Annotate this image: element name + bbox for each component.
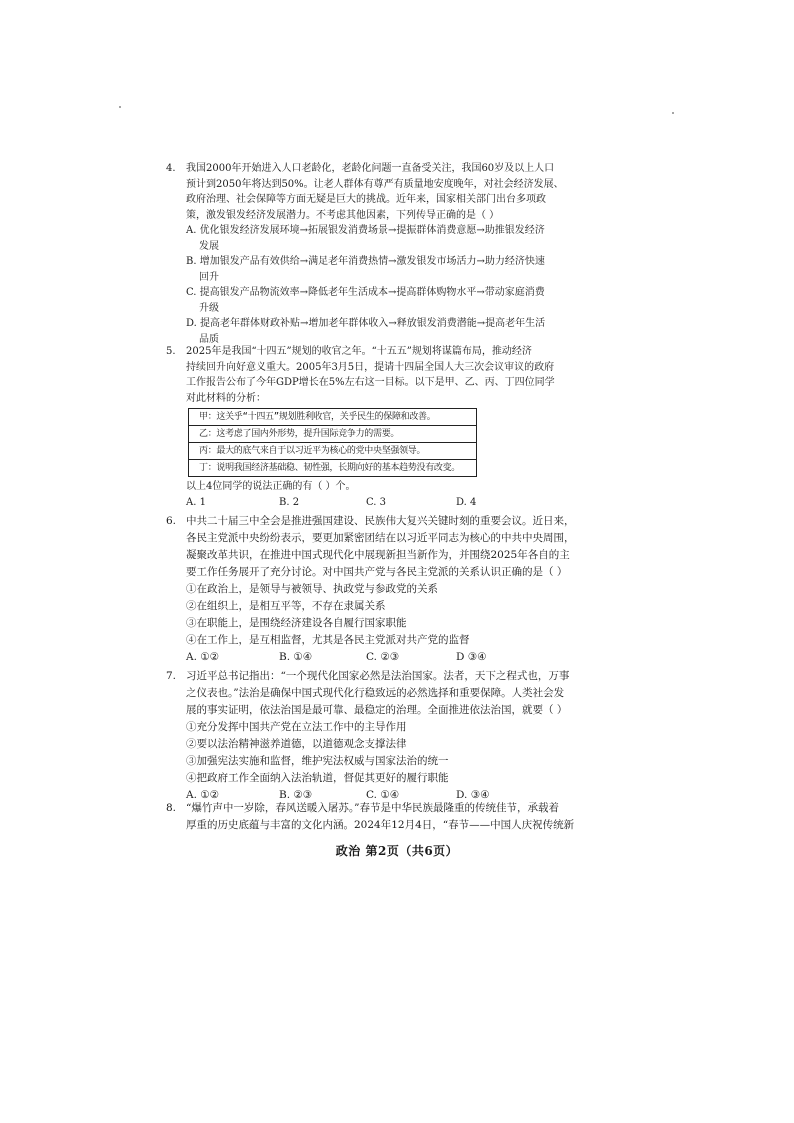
option-b-continued: 回升 (199, 271, 219, 283)
question-text-line: 习近平总书记指出：“一个现代化国家必然是法治国家。法者，天下之程式也，万事 (186, 670, 570, 682)
choice-c[interactable]: C. ①④ (366, 789, 400, 801)
choice-b[interactable]: B. ②③ (279, 789, 313, 801)
question-text-line: 之仪表也。”法治是确保中国式现代化行稳致远的必然选择和重要保障。人类社会发 (186, 687, 565, 699)
question-prompt: 以上4位同学的说法正确的有（ ）个。 (186, 481, 356, 492)
choice-a[interactable]: A. 1 (186, 496, 206, 508)
question-8-block (166, 800, 646, 834)
choice-a[interactable]: A. ①② (186, 789, 220, 801)
option-c-continued: 升级 (199, 302, 219, 314)
option-a-continued: 发展 (199, 240, 219, 252)
choice-d[interactable]: D. 4 (456, 496, 477, 508)
question-text-line: “爆竹声中一岁除，春风送暖入屠苏。”春节是中华民族最隆重的传统佳节，承载着 (186, 802, 559, 814)
question-number: 6. (166, 515, 177, 527)
question-number: 4. (166, 163, 176, 174)
choice-c[interactable]: C. 3 (366, 496, 387, 508)
student-analysis-table (188, 408, 477, 477)
question-5 (166, 344, 646, 510)
choice-c[interactable]: C. ②③ (366, 651, 400, 663)
statement-1: ①在政治上，是领导与被领导、执政党与参政党的关系 (186, 583, 438, 595)
choice-row (186, 649, 646, 666)
question-number: 5. (166, 346, 176, 357)
choice-b[interactable]: B. 2 (279, 496, 300, 508)
question-text-line: 要工作任务展开了充分讨论。对中国共产党与各民主党派的关系认识正确的是（ ） (186, 566, 568, 578)
statement-3: ③在职能上，是围绕经济建设各自履行国家职能 (186, 617, 407, 629)
question-text-line: 2025年是我国“十四五”规划的收官之年。“十五五”规划将谋篇布局，推动经济 (186, 346, 532, 357)
statement-2: ②要以法治精神滋养道德，以道德观念支撑法律 (186, 738, 407, 750)
question-number: 7. (166, 670, 177, 682)
question-text-line: 工作报告公布了今年GDP增长在5%左右这一目标。以下是甲、乙、丙、丁四位同学 (186, 377, 555, 388)
scan-speck (672, 112, 674, 114)
question-text-line: 厚重的历史底蕴与丰富的文化内涵。2024年12月4日，“春节——中国人庆祝传统新 (186, 819, 575, 831)
statement-3: ③加强宪法实施和监督，维护宪法权威与国家法治的统一 (186, 755, 449, 767)
option-d-continued: 品质 (199, 333, 219, 345)
question-7 (166, 668, 646, 804)
analysis-row-bing: 丙：最大的底气来自于以习近平为核心的党中央坚强领导。 (189, 443, 476, 460)
question-text-line: 预计到2050年将达到50%。让老人群体有尊严有质量地安度晚年，对社会经济发展、 (186, 178, 564, 190)
question-text-line: 对此材料的分析： (186, 392, 266, 404)
choice-a[interactable]: A. ①② (186, 651, 220, 663)
choice-d[interactable]: D ③④ (456, 651, 487, 663)
choice-b[interactable]: B. ①④ (279, 651, 313, 663)
analysis-row-jia: 甲：这关乎“十四五”规划胜利收官，关乎民生的保障和改善。 (189, 409, 476, 426)
analysis-row-ding: 丁：说明我国经济基础稳、韧性强，长期向好的基本趋势没有改变。 (199, 463, 461, 473)
page-footer: 政治 第2页（共6页） (335, 844, 459, 858)
scan-speck (119, 106, 121, 108)
question-text-line: 持续回升向好意义重大。2005年3月5日，提请十四届全国人大三次会议审议的政府 (186, 361, 555, 373)
statement-1: ①充分发挥中国共产党在立法工作中的主导作用 (186, 721, 407, 733)
option-a[interactable]: A. 优化银发经济发展环境→拓展银发消费场景→提振群体消费意愿→助推银发经济 (186, 225, 545, 236)
question-text-line: 策，激发银发经济发展潜力。不考虑其他因素，下列传导正确的是（ ） (186, 209, 500, 221)
option-d[interactable]: D. 提高老年群体财政补贴→增加老年群体收入→释放银发消费潜能→提高老年生活 (186, 318, 546, 329)
question-text-line: 凝聚改革共识，在推进中国式现代化中展现新担当新作为，并围绕2025年各自的主 (186, 549, 570, 561)
question-text-line: 各民主党派中央纷纷表示，要更加紧密团结在以习近平同志为核心的中共中央周围， (186, 532, 575, 544)
question-text-line: 政府治理、社会保障等方面无疑是巨大的挑战。近年来，国家相关部门出台多项政 (186, 194, 546, 205)
option-c[interactable]: C. 提高银发产品物流效率→降低老年生活成本→提高群体购物水平→带动家庭消费 (186, 287, 545, 298)
question-number: 8. (166, 802, 177, 814)
choice-row (186, 495, 646, 511)
question-text-line: 展的事实证明，依法治国是最可靠、最稳定的治理。全面推进依法治国，就要（ ） (186, 704, 568, 716)
choice-d[interactable]: D. ③④ (456, 789, 490, 801)
statement-2: ②在组织上，是相互平等，不存在隶属关系 (186, 600, 386, 612)
question-4 (166, 161, 646, 347)
analysis-row-yi: 乙：这考虑了国内外形势，提升国际竞争力的需要。 (189, 426, 476, 443)
question-text-line: 中共二十届三中全会是推进强国建设、民族伟大复兴关键时刻的重要会议。近日来， (186, 515, 575, 527)
question-6 (166, 513, 646, 666)
option-b[interactable]: B. 增加银发产品有效供给→满足老年消费热情→激发银发市场活力→助力经济快速 (186, 256, 545, 267)
statement-4: ④在工作上，是互相监督，尤其是各民主党派对共产党的监督 (186, 634, 470, 646)
statement-4: ④把政府工作全面纳入法治轨道，督促其更好的履行职能 (186, 772, 449, 784)
question-text-line: 我国2000年开始进入人口老龄化，老龄化问题一直备受关注，我国60岁及以上人口 (186, 163, 555, 174)
